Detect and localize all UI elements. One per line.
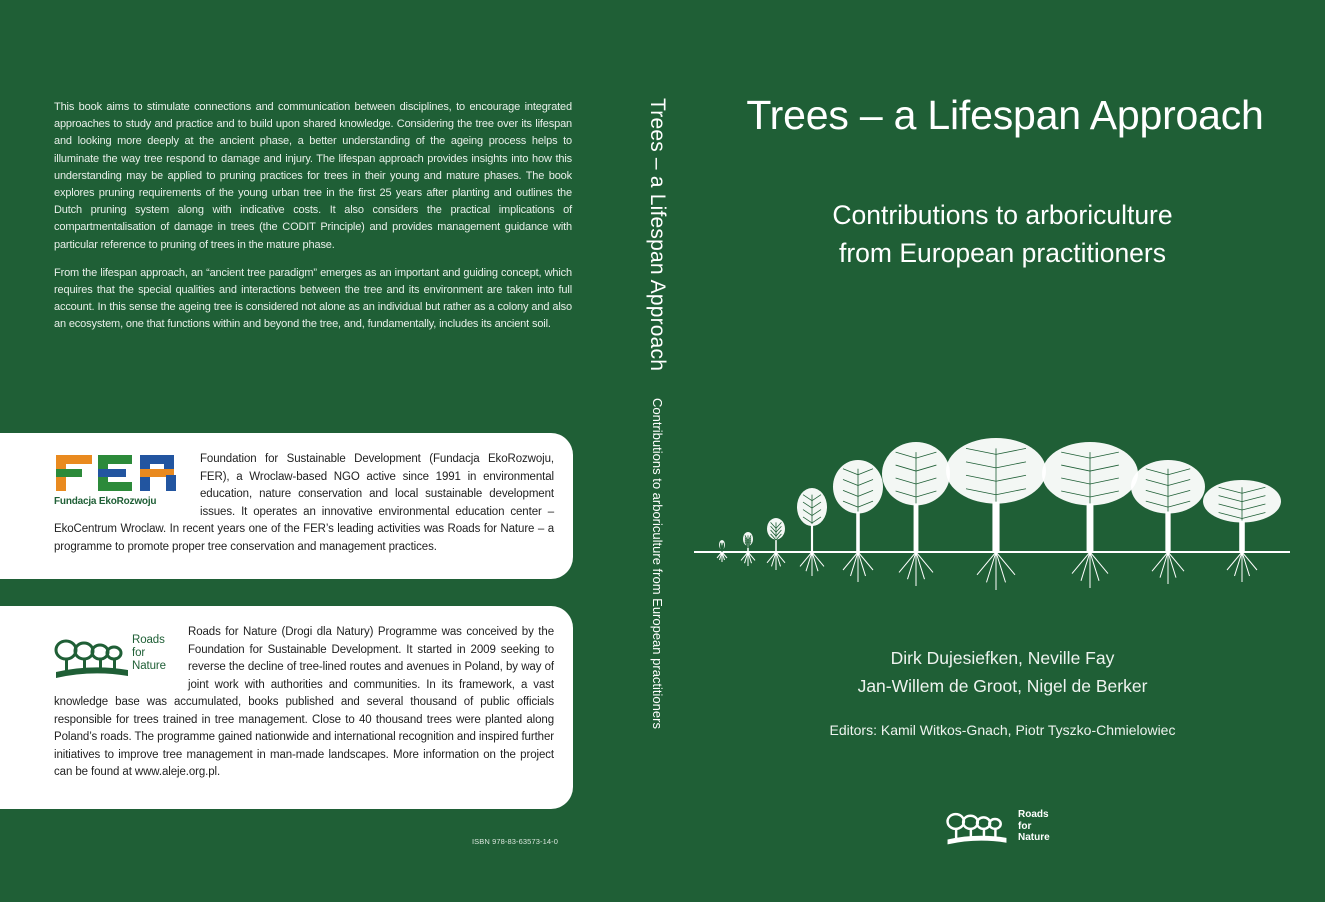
authors: Dirk Dujesiefken, Neville Fay Jan-Willem de Groot, Nigel de Berker — [857, 648, 1148, 696]
spine-title: Trees – a Lifespan Approach — [646, 98, 669, 372]
rfn-logo-label: Roads for Nature — [132, 634, 166, 672]
fer-info-panel — [0, 433, 573, 579]
rfn-logo — [54, 630, 182, 688]
tree-stage-2 — [741, 532, 755, 566]
tree-stage-4 — [797, 488, 827, 576]
tree-stage-7 — [946, 438, 1046, 590]
front-title: Trees – a Lifespan Approach — [746, 92, 1264, 138]
rfn-description: Roads for Nature (Drogi dla Natury) Programme was conceived by the Foundation for Sustainable Development. It started in 2009 seeking to reverse the decline of tree-lined routes and avenues in Poland, by way of joint work with authorities and communities. In its framework, a vast knowledge base was accumulated, books published and several thousand of public officials responsible for trees trained in tree management. Close to 40 thousand trees were planted along Poland’s roads. The programme gained nationwide and international recognition and inspired further initiatives to improve tree management in man-made landscapes. More information on the project can be found at www.aleje.org.pl. — [54, 626, 554, 778]
fer-logo-icon — [54, 453, 188, 493]
front-subtitle: Contributions to arboriculture from European practitioners — [832, 200, 1173, 268]
tree-stage-5 — [833, 460, 883, 582]
rfn-tree-row-icon — [54, 636, 130, 680]
tree-stage-10 — [1203, 480, 1281, 582]
front-rfn-tree-row-icon — [940, 810, 1014, 846]
front-rfn-logo-label: Roads for Nature — [1018, 809, 1050, 843]
blurb-paragraph-2: From the lifespan approach, an “ancient tree paradigm” emerges as an important and guiding concept, which requires that the special qualities and interactions between the tree and its environment are taken into full account. In this sense the ageing tree is considered not alone as an individual but rather as a colony and also an ecosystem, one that functions within and beyond the tree, and, fundamentally, includes its ancient soil. — [54, 266, 572, 331]
spine-subtitle: Contributions to arboriculture from European practitioners — [650, 397, 665, 729]
fer-logo-caption: Fundacja EkoRozwoju — [54, 496, 157, 507]
tree-stage-9 — [1131, 460, 1205, 584]
tree-lifespan-illustration — [690, 436, 1300, 616]
back-cover-blurb — [54, 99, 572, 345]
book-spine — [645, 98, 669, 729]
tree-stage-3 — [767, 518, 785, 570]
fer-logo — [54, 451, 194, 511]
front-rfn-logo — [940, 806, 1070, 850]
fer-description: Foundation for Sustainable Development (Fundacja EkoRozwoju, FER), a Wroclaw-based NGO active since 1991 in environmental education, nature conservation and local sustainable development issues. It operates an innovative environmental education center – EkoCentrum Wroclaw. In recent years one of the FER’s leading activities was Roads for Nature – a programme to promote proper tree conservation and management practices. — [54, 453, 554, 553]
editors: Editors: Kamil Witkos-Gnach, Piotr Tyszko-Chmielowiec — [829, 722, 1176, 738]
isbn-number: ISBN 978-83-63573-14-0 — [472, 837, 559, 846]
rfn-info-panel — [0, 606, 573, 809]
tree-stage-8 — [1042, 442, 1138, 588]
tree-stage-6 — [882, 442, 950, 586]
blurb-paragraph-1: This book aims to stimulate connections and communication between disciplines, to encourage integrated approaches to study and practice and to build upon shared knowledge. Considering the tree over its lifespan and looking more deeply at the ancient phase, a better understanding of the ageing process helps to illuminate the way tree respond to damage and injury. The lifespan approach provides insights into how this understanding may be applied to pruning practices for trees in their young and mature phases. The book explores pruning requirements of the young urban tree in the first 25 years after planting and outlines the Dutch pruning system along with indicative costs. It also considers the practical implications of compartmentalisation of damage in trees (the CODIT Principle) and provides management guidance with particular reference to pruning of trees in the mature phase. — [54, 101, 572, 251]
